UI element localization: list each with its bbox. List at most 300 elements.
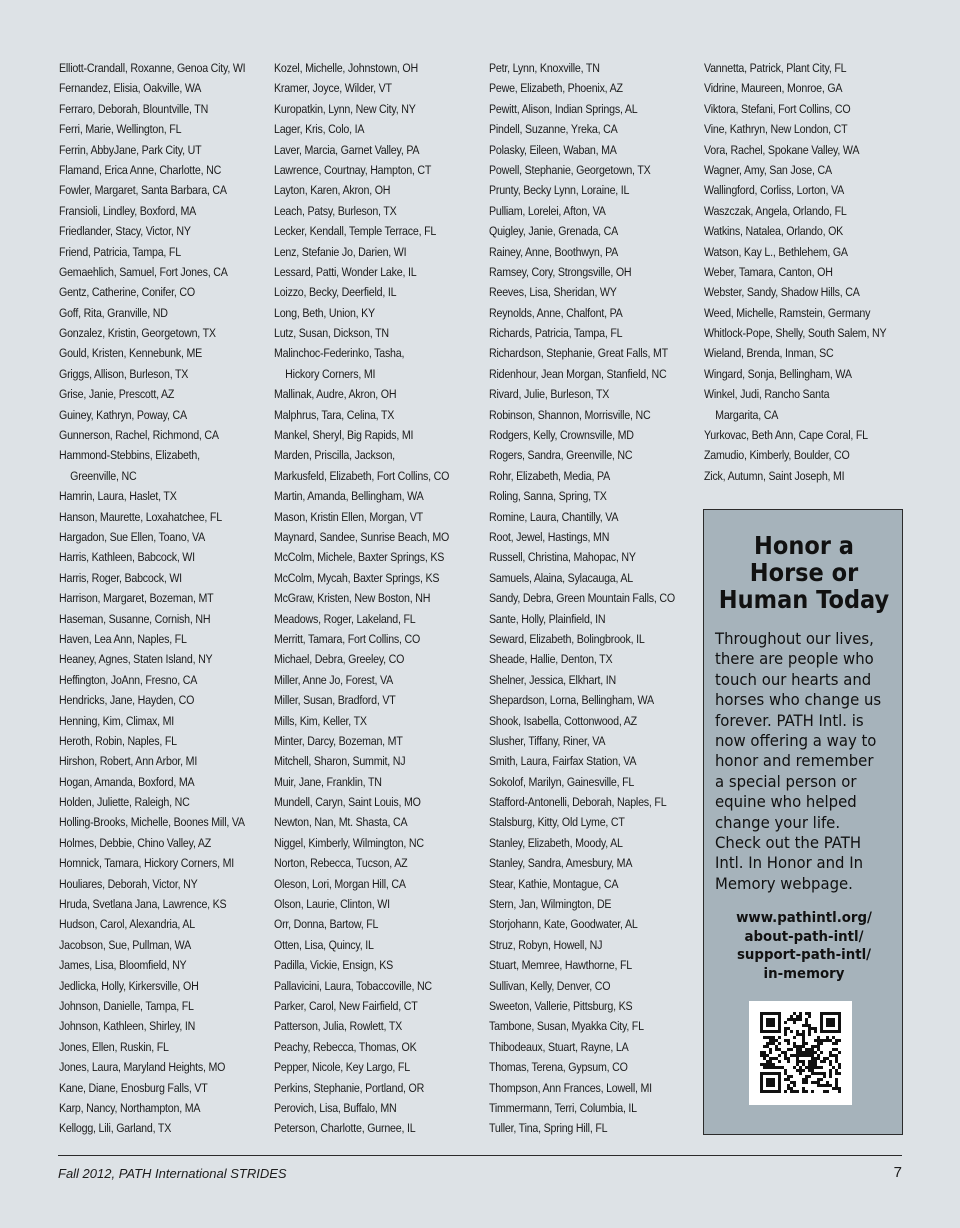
qr-module xyxy=(796,1057,799,1060)
qr-module xyxy=(793,1054,796,1057)
name-entry: Mundell, Caryn, Saint Louis, MO xyxy=(274,795,421,810)
name-entry: Wallingford, Corliss, Lorton, VA xyxy=(704,183,844,198)
qr-module xyxy=(811,1063,814,1066)
qr-module xyxy=(769,1042,772,1045)
name-entry: Sante, Holly, Plainfield, IN xyxy=(489,611,606,626)
qr-module xyxy=(796,1018,799,1021)
name-entry: Griggs, Allison, Burleson, TX xyxy=(59,366,189,381)
name-entry: Zamudio, Kimberly, Boulder, CO xyxy=(704,448,850,463)
qr-module xyxy=(769,1039,772,1042)
qr-module xyxy=(775,1057,778,1060)
name-entry: Patterson, Julia, Rowlett, TX xyxy=(274,1019,403,1034)
name-entry: Vora, Rachel, Spokane Valley, WA xyxy=(704,142,860,157)
honor-url-line[interactable]: in-memory xyxy=(763,965,845,982)
qr-module xyxy=(763,1051,766,1054)
qr-module xyxy=(778,1048,781,1051)
name-entry: Reeves, Lisa, Sheridan, WY xyxy=(489,285,617,300)
name-entry: Maynard, Sandee, Sunrise Beach, MO xyxy=(274,529,450,544)
qr-module xyxy=(766,1066,769,1069)
honor-body-line: Memory webpage. xyxy=(715,873,853,893)
name-entry: Mallinak, Audre, Akron, OH xyxy=(274,387,397,402)
qr-module xyxy=(784,1057,787,1060)
qr-module xyxy=(775,1072,778,1075)
qr-module xyxy=(772,1036,775,1039)
qr-module xyxy=(802,1045,805,1048)
qr-module xyxy=(784,1030,787,1033)
qr-module xyxy=(838,1063,841,1066)
name-entry: Hanson, Maurette, Loxahatchee, FL xyxy=(59,509,222,524)
qr-module xyxy=(835,1054,838,1057)
name-entry: Heaney, Agnes, Staten Island, NY xyxy=(59,652,213,667)
name-entry: Orr, Donna, Bartow, FL xyxy=(274,917,379,932)
name-entry: Long, Beth, Union, KY xyxy=(274,305,375,320)
name-entry: Thomas, Terena, Gypsum, CO xyxy=(489,1060,628,1075)
honor-url-line[interactable]: about-path-intl/ xyxy=(744,928,864,945)
qr-module xyxy=(808,1060,811,1063)
qr-module xyxy=(832,1054,835,1057)
name-entry: Rodgers, Kelly, Crownsville, MD xyxy=(489,428,634,443)
qr-module xyxy=(760,1087,763,1090)
name-entry: Tambone, Susan, Myakka City, FL xyxy=(489,1019,644,1034)
qr-module xyxy=(799,1048,802,1051)
name-entry: Powell, Stephanie, Georgetown, TX xyxy=(489,162,651,177)
qr-module xyxy=(775,1030,778,1033)
qr-module xyxy=(838,1072,841,1075)
qr-module xyxy=(784,1069,787,1072)
name-entry: Meadows, Roger, Lakeland, FL xyxy=(274,611,416,626)
name-entry: Haseman, Susanne, Cornish, NH xyxy=(59,611,211,626)
qr-module xyxy=(817,1039,820,1042)
qr-module xyxy=(772,1063,775,1066)
name-entry: Timmermann, Terri, Columbia, IL xyxy=(489,1100,637,1115)
qr-module xyxy=(784,1039,787,1042)
qr-module xyxy=(793,1081,796,1084)
name-entry: Johnson, Danielle, Tampa, FL xyxy=(59,998,194,1013)
name-entry: Heffington, JoAnn, Fresno, CA xyxy=(59,672,198,687)
qr-module xyxy=(787,1048,790,1051)
qr-module xyxy=(763,1054,766,1057)
name-entry: Yurkovac, Beth Ann, Cape Coral, FL xyxy=(704,428,868,443)
honor-url-line[interactable]: support-path-intl/ xyxy=(736,947,872,963)
qr-module xyxy=(799,1069,802,1072)
qr-module xyxy=(820,1060,823,1063)
name-entry: Ferraro, Deborah, Blountville, TN xyxy=(59,101,209,116)
qr-module xyxy=(817,1045,820,1048)
name-entry: Mills, Kim, Keller, TX xyxy=(274,713,367,728)
qr-module xyxy=(802,1060,805,1063)
qr-module xyxy=(838,1024,841,1027)
qr-module xyxy=(817,1054,820,1057)
qr-module xyxy=(769,1057,772,1060)
name-entry: Shepardson, Lorna, Bellingham, WA xyxy=(489,693,654,708)
qr-module xyxy=(832,1048,835,1051)
qr-module xyxy=(829,1072,832,1075)
name-entry: Jones, Laura, Maryland Heights, MO xyxy=(59,1060,226,1075)
name-entry: Ferrin, AbbyJane, Park City, UT xyxy=(59,142,202,157)
qr-module xyxy=(814,1072,817,1075)
name-entry: Sweeton, Vallerie, Pittsburg, KS xyxy=(489,998,633,1013)
name-entry: Pindell, Suzanne, Yreka, CA xyxy=(489,122,618,137)
qr-module xyxy=(823,1084,826,1087)
honor-url-line[interactable]: www.pathintl.org/ xyxy=(736,910,872,926)
qr-module xyxy=(832,1021,835,1024)
honor-body-line: there are people who xyxy=(715,649,874,669)
qr-module xyxy=(823,1060,826,1063)
qr-module xyxy=(799,1018,802,1021)
name-entry: Ridenhour, Jean Morgan, Stanfield, NC xyxy=(489,366,667,381)
qr-module xyxy=(814,1027,817,1030)
name-column-3 xyxy=(489,58,675,1139)
qr-module xyxy=(835,1072,838,1075)
qr-module xyxy=(784,1090,787,1093)
qr-module xyxy=(784,1033,787,1036)
qr-module xyxy=(760,1054,763,1057)
qr-module xyxy=(811,1090,814,1093)
qr-module xyxy=(790,1054,793,1057)
qr-module xyxy=(808,1015,811,1018)
qr-module xyxy=(781,1051,784,1054)
name-entry: Houliares, Deborah, Victor, NY xyxy=(59,876,198,891)
name-entry: Norton, Rebecca, Tucson, AZ xyxy=(274,856,408,871)
qr-module xyxy=(832,1036,835,1039)
qr-module xyxy=(766,1054,769,1057)
qr-module xyxy=(796,1063,799,1066)
qr-module xyxy=(835,1078,838,1081)
qr-module xyxy=(760,1063,763,1066)
name-entry: Laver, Marcia, Garnet Valley, PA xyxy=(274,142,420,157)
name-entry: Miller, Susan, Bradford, VT xyxy=(274,693,396,708)
name-entry: Fransioli, Lindley, Boxford, MA xyxy=(59,203,197,218)
name-entry: Shook, Isabella, Cottonwood, AZ xyxy=(489,713,637,728)
name-entry: Stafford-Antonelli, Deborah, Naples, FL xyxy=(489,795,667,810)
qr-module xyxy=(799,1045,802,1048)
name-entry: Guiney, Kathryn, Poway, CA xyxy=(59,407,187,422)
qr-module xyxy=(763,1012,766,1015)
name-entry: Shelner, Jessica, Elkhart, IN xyxy=(489,672,617,687)
name-entry: Stanley, Elizabeth, Moody, AL xyxy=(489,835,623,850)
name-entry: Vannetta, Patrick, Plant City, FL xyxy=(704,61,847,75)
qr-module xyxy=(778,1012,781,1015)
qr-module xyxy=(772,1024,775,1027)
qr-module xyxy=(838,1039,841,1042)
name-entry: Leach, Patsy, Burleson, TX xyxy=(274,203,397,218)
qr-module xyxy=(820,1072,823,1075)
name-entry: Peterson, Charlotte, Gurnee, IL xyxy=(274,1121,416,1136)
honor-body-line: touch our hearts and xyxy=(715,669,872,689)
name-entry: Kramer, Joyce, Wilder, VT xyxy=(274,81,392,96)
honor-body-line: Check out the PATH xyxy=(715,833,862,853)
honor-body-line: change your life. xyxy=(715,812,841,832)
qr-module xyxy=(766,1018,769,1021)
qr-module xyxy=(802,1078,805,1081)
name-entry: Kozel, Michelle, Johnstown, OH xyxy=(274,61,418,75)
qr-module xyxy=(820,1066,823,1069)
qr-module xyxy=(829,1021,832,1024)
qr-module xyxy=(814,1051,817,1054)
qr-module xyxy=(814,1057,817,1060)
name-entry: Lenz, Stefanie Jo, Darien, WI xyxy=(274,244,407,259)
name-entry: Stuart, Memree, Hawthorne, FL xyxy=(489,958,633,973)
honor-title-line: Horse or xyxy=(749,558,859,587)
name-entry: Elliott-Crandall, Roxanne, Genoa City, WI xyxy=(59,61,246,75)
qr-module xyxy=(769,1081,772,1084)
qr-module xyxy=(814,1063,817,1066)
qr-module xyxy=(799,1072,802,1075)
honor-body-line: honor and remember xyxy=(715,751,874,771)
name-entry: Lessard, Patti, Wonder Lake, IL xyxy=(274,264,417,279)
qr-module xyxy=(802,1030,805,1033)
qr-module xyxy=(766,1030,769,1033)
qr-module xyxy=(805,1078,808,1081)
qr-module xyxy=(817,1048,820,1051)
name-entry: Friedlander, Stacy, Victor, NY xyxy=(59,224,191,239)
qr-module xyxy=(796,1045,799,1048)
qr-module xyxy=(808,1024,811,1027)
name-entry: Viktora, Stefani, Fort Collins, CO xyxy=(704,101,851,116)
qr-module xyxy=(808,1054,811,1057)
qr-module xyxy=(763,1063,766,1066)
qr-module xyxy=(829,1075,832,1078)
qr-module xyxy=(799,1060,802,1063)
qr-module xyxy=(826,1039,829,1042)
qr-module xyxy=(826,1012,829,1015)
qr-module xyxy=(769,1048,772,1051)
qr-module xyxy=(820,1021,823,1024)
qr-module xyxy=(784,1027,787,1030)
name-entry: Rivard, Julie, Burleson, TX xyxy=(489,387,610,402)
qr-module xyxy=(793,1084,796,1087)
qr-module xyxy=(760,1090,763,1093)
qr-module xyxy=(790,1090,793,1093)
qr-module xyxy=(805,1012,808,1015)
qr-module xyxy=(760,1027,763,1030)
qr-module xyxy=(835,1012,838,1015)
qr-module xyxy=(838,1051,841,1054)
qr-module xyxy=(802,1087,805,1090)
name-entry: Fowler, Margaret, Santa Barbara, CA xyxy=(59,183,227,198)
qr-module xyxy=(778,1021,781,1024)
honor-body-line: forever. PATH Intl. is xyxy=(715,710,864,730)
qr-module xyxy=(778,1042,781,1045)
qr-module xyxy=(772,1039,775,1042)
name-entry: Richardson, Stephanie, Great Falls, MT xyxy=(489,346,668,361)
qr-module xyxy=(802,1090,805,1093)
name-entry: Sandy, Debra, Green Mountain Falls, CO xyxy=(489,591,675,606)
name-entry: Weber, Tamara, Canton, OH xyxy=(704,264,833,279)
honor-box-url[interactable] xyxy=(712,909,896,983)
qr-module xyxy=(763,1036,766,1039)
qr-module xyxy=(826,1090,829,1093)
qr-module xyxy=(832,1066,835,1069)
qr-module xyxy=(805,1066,808,1069)
qr-module xyxy=(835,1069,838,1072)
qr-module xyxy=(778,1066,781,1069)
qr-module xyxy=(766,1078,769,1081)
qr-module xyxy=(772,1072,775,1075)
qr-module xyxy=(778,1027,781,1030)
qr-module xyxy=(769,1090,772,1093)
qr-module xyxy=(808,1075,811,1078)
name-entry: Kane, Diane, Enosburg Falls, VT xyxy=(59,1080,208,1095)
name-entry: Merritt, Tamara, Fort Collins, CO xyxy=(274,631,421,646)
qr-module xyxy=(811,1054,814,1057)
qr-module xyxy=(829,1084,832,1087)
qr-module xyxy=(790,1048,793,1051)
name-entry: Hirshon, Robert, Ann Arbor, MI xyxy=(59,754,198,769)
qr-module xyxy=(793,1036,796,1039)
qr-module xyxy=(769,1060,772,1063)
qr-module xyxy=(760,1018,763,1021)
qr-module xyxy=(826,1084,829,1087)
qr-module xyxy=(820,1030,823,1033)
name-entry: Storjohann, Kate, Goodwater, AL xyxy=(489,917,638,932)
qr-module xyxy=(766,1090,769,1093)
name-entry: Mankel, Sheryl, Big Rapids, MI xyxy=(274,428,414,443)
qr-module xyxy=(766,1042,769,1045)
name-entry: Quigley, Janie, Grenada, CA xyxy=(489,224,619,239)
qr-module xyxy=(820,1078,823,1081)
qr-module xyxy=(811,1027,814,1030)
name-entry: Winkel, Judi, Rancho Santa xyxy=(704,387,830,402)
name-entry: Russell, Christina, Mahopac, NY xyxy=(489,550,636,565)
qr-module xyxy=(796,1048,799,1051)
qr-module xyxy=(805,1024,808,1027)
name-entry: Zick, Autumn, Saint Joseph, MI xyxy=(704,468,845,483)
qr-code-icon xyxy=(749,1001,852,1105)
name-entry: Hickory Corners, MI xyxy=(285,366,376,381)
qr-module xyxy=(799,1015,802,1018)
qr-module xyxy=(772,1066,775,1069)
name-entry: Harris, Kathleen, Babcock, WI xyxy=(59,550,195,565)
qr-module xyxy=(802,1024,805,1027)
qr-module xyxy=(829,1063,832,1066)
name-entry: Greenville, NC xyxy=(70,468,137,483)
name-entry: Goff, Rita, Granville, ND xyxy=(59,305,168,320)
qr-module xyxy=(817,1066,820,1069)
qr-module xyxy=(793,1066,796,1069)
name-entry: Holling-Brooks, Michelle, Boones Mill, VA xyxy=(59,815,245,830)
name-entry: Gould, Kristen, Kennebunk, ME xyxy=(59,346,203,361)
name-entry: Samuels, Alaina, Sylacauga, AL xyxy=(489,570,634,585)
qr-module xyxy=(811,1060,814,1063)
qr-module xyxy=(805,1081,808,1084)
name-entry: Jones, Ellen, Ruskin, FL xyxy=(59,1039,169,1054)
qr-module xyxy=(778,1081,781,1084)
qr-module xyxy=(838,1087,841,1090)
qr-module xyxy=(808,1033,811,1036)
qr-module xyxy=(778,1072,781,1075)
qr-module xyxy=(823,1090,826,1093)
name-entry: Loizzo, Becky, Deerfield, IL xyxy=(274,285,397,300)
qr-module xyxy=(778,1024,781,1027)
name-entry: Thompson, Ann Frances, Lowell, MI xyxy=(489,1080,652,1095)
name-entry: Margarita, CA xyxy=(715,407,779,422)
qr-module xyxy=(835,1081,838,1084)
name-entry: Malphrus, Tara, Celina, TX xyxy=(274,407,395,422)
qr-module xyxy=(817,1036,820,1039)
name-entry: Hargadon, Sue Ellen, Toano, VA xyxy=(59,529,205,544)
name-entry: Markusfeld, Elizabeth, Fort Collins, CO xyxy=(274,468,450,483)
name-entry: Malinchoc-Federinko, Tasha, xyxy=(274,346,405,361)
qr-module xyxy=(817,1057,820,1060)
name-entry: Flamand, Erica Anne, Charlotte, NC xyxy=(59,162,222,177)
qr-module xyxy=(784,1021,787,1024)
name-column-1 xyxy=(59,58,245,1139)
qr-module xyxy=(769,1084,772,1087)
name-entry: Pewitt, Alison, Indian Springs, AL xyxy=(489,101,638,116)
qr-module xyxy=(766,1060,769,1063)
name-entry: Seward, Elizabeth, Bolingbrook, IL xyxy=(489,631,645,646)
qr-module xyxy=(811,1072,814,1075)
qr-module xyxy=(763,1057,766,1060)
qr-module xyxy=(835,1042,838,1045)
honor-body-line: Intl. In Honor and In xyxy=(715,853,864,873)
qr-module xyxy=(838,1012,841,1015)
name-entry: Padilla, Vickie, Ensign, KS xyxy=(274,958,393,973)
qr-module xyxy=(829,1051,832,1054)
qr-module xyxy=(787,1060,790,1063)
qr-module xyxy=(772,1078,775,1081)
qr-module xyxy=(802,1042,805,1045)
name-entry: Stalsburg, Kitty, Old Lyme, CT xyxy=(489,815,625,830)
qr-module xyxy=(793,1021,796,1024)
name-entry: James, Lisa, Bloomfield, NY xyxy=(59,958,187,973)
qr-module xyxy=(784,1072,787,1075)
name-column-4 xyxy=(704,58,886,486)
qr-module xyxy=(769,1072,772,1075)
qr-module xyxy=(787,1018,790,1021)
qr-module xyxy=(796,1033,799,1036)
qr-module xyxy=(835,1030,838,1033)
qr-module xyxy=(763,1090,766,1093)
qr-module xyxy=(778,1036,781,1039)
qr-module xyxy=(766,1072,769,1075)
name-entry: Waszczak, Angela, Orlando, FL xyxy=(704,203,847,218)
qr-module xyxy=(778,1078,781,1081)
qr-module xyxy=(763,1072,766,1075)
qr-module xyxy=(781,1066,784,1069)
qr-module xyxy=(820,1027,823,1030)
qr-module xyxy=(766,1024,769,1027)
qr-module xyxy=(802,1069,805,1072)
name-entry: Lecker, Kendall, Temple Terrace, FL xyxy=(274,224,437,239)
qr-module xyxy=(778,1030,781,1033)
qr-module xyxy=(802,1039,805,1042)
name-entry: Rogers, Sandra, Greenville, NC xyxy=(489,448,633,463)
qr-module xyxy=(769,1018,772,1021)
name-entry: Miller, Anne Jo, Forest, VA xyxy=(274,672,393,687)
qr-module xyxy=(772,1021,775,1024)
qr-module xyxy=(790,1075,793,1078)
qr-code-graphic xyxy=(760,1012,841,1093)
name-entry: Otten, Lisa, Quincy, IL xyxy=(274,937,374,952)
qr-module xyxy=(766,1036,769,1039)
qr-module xyxy=(826,1024,829,1027)
name-entry: Slusher, Tiffany, Riner, VA xyxy=(489,733,606,748)
qr-module xyxy=(769,1036,772,1039)
qr-module xyxy=(826,1021,829,1024)
name-entry: Hogan, Amanda, Boxford, MA xyxy=(59,774,195,789)
name-entry: Jedlicka, Holly, Kirkersville, OH xyxy=(59,978,199,993)
name-entry: Heroth, Robin, Naples, FL xyxy=(59,733,177,748)
qr-module xyxy=(760,1051,763,1054)
name-entry: Kellogg, Lili, Garland, TX xyxy=(59,1121,172,1136)
name-entry: Prunty, Becky Lynn, Loraine, IL xyxy=(489,183,630,198)
qr-module xyxy=(808,1066,811,1069)
name-entry: Stear, Kathie, Montague, CA xyxy=(489,876,619,891)
qr-module xyxy=(760,1024,763,1027)
qr-module xyxy=(796,1030,799,1033)
